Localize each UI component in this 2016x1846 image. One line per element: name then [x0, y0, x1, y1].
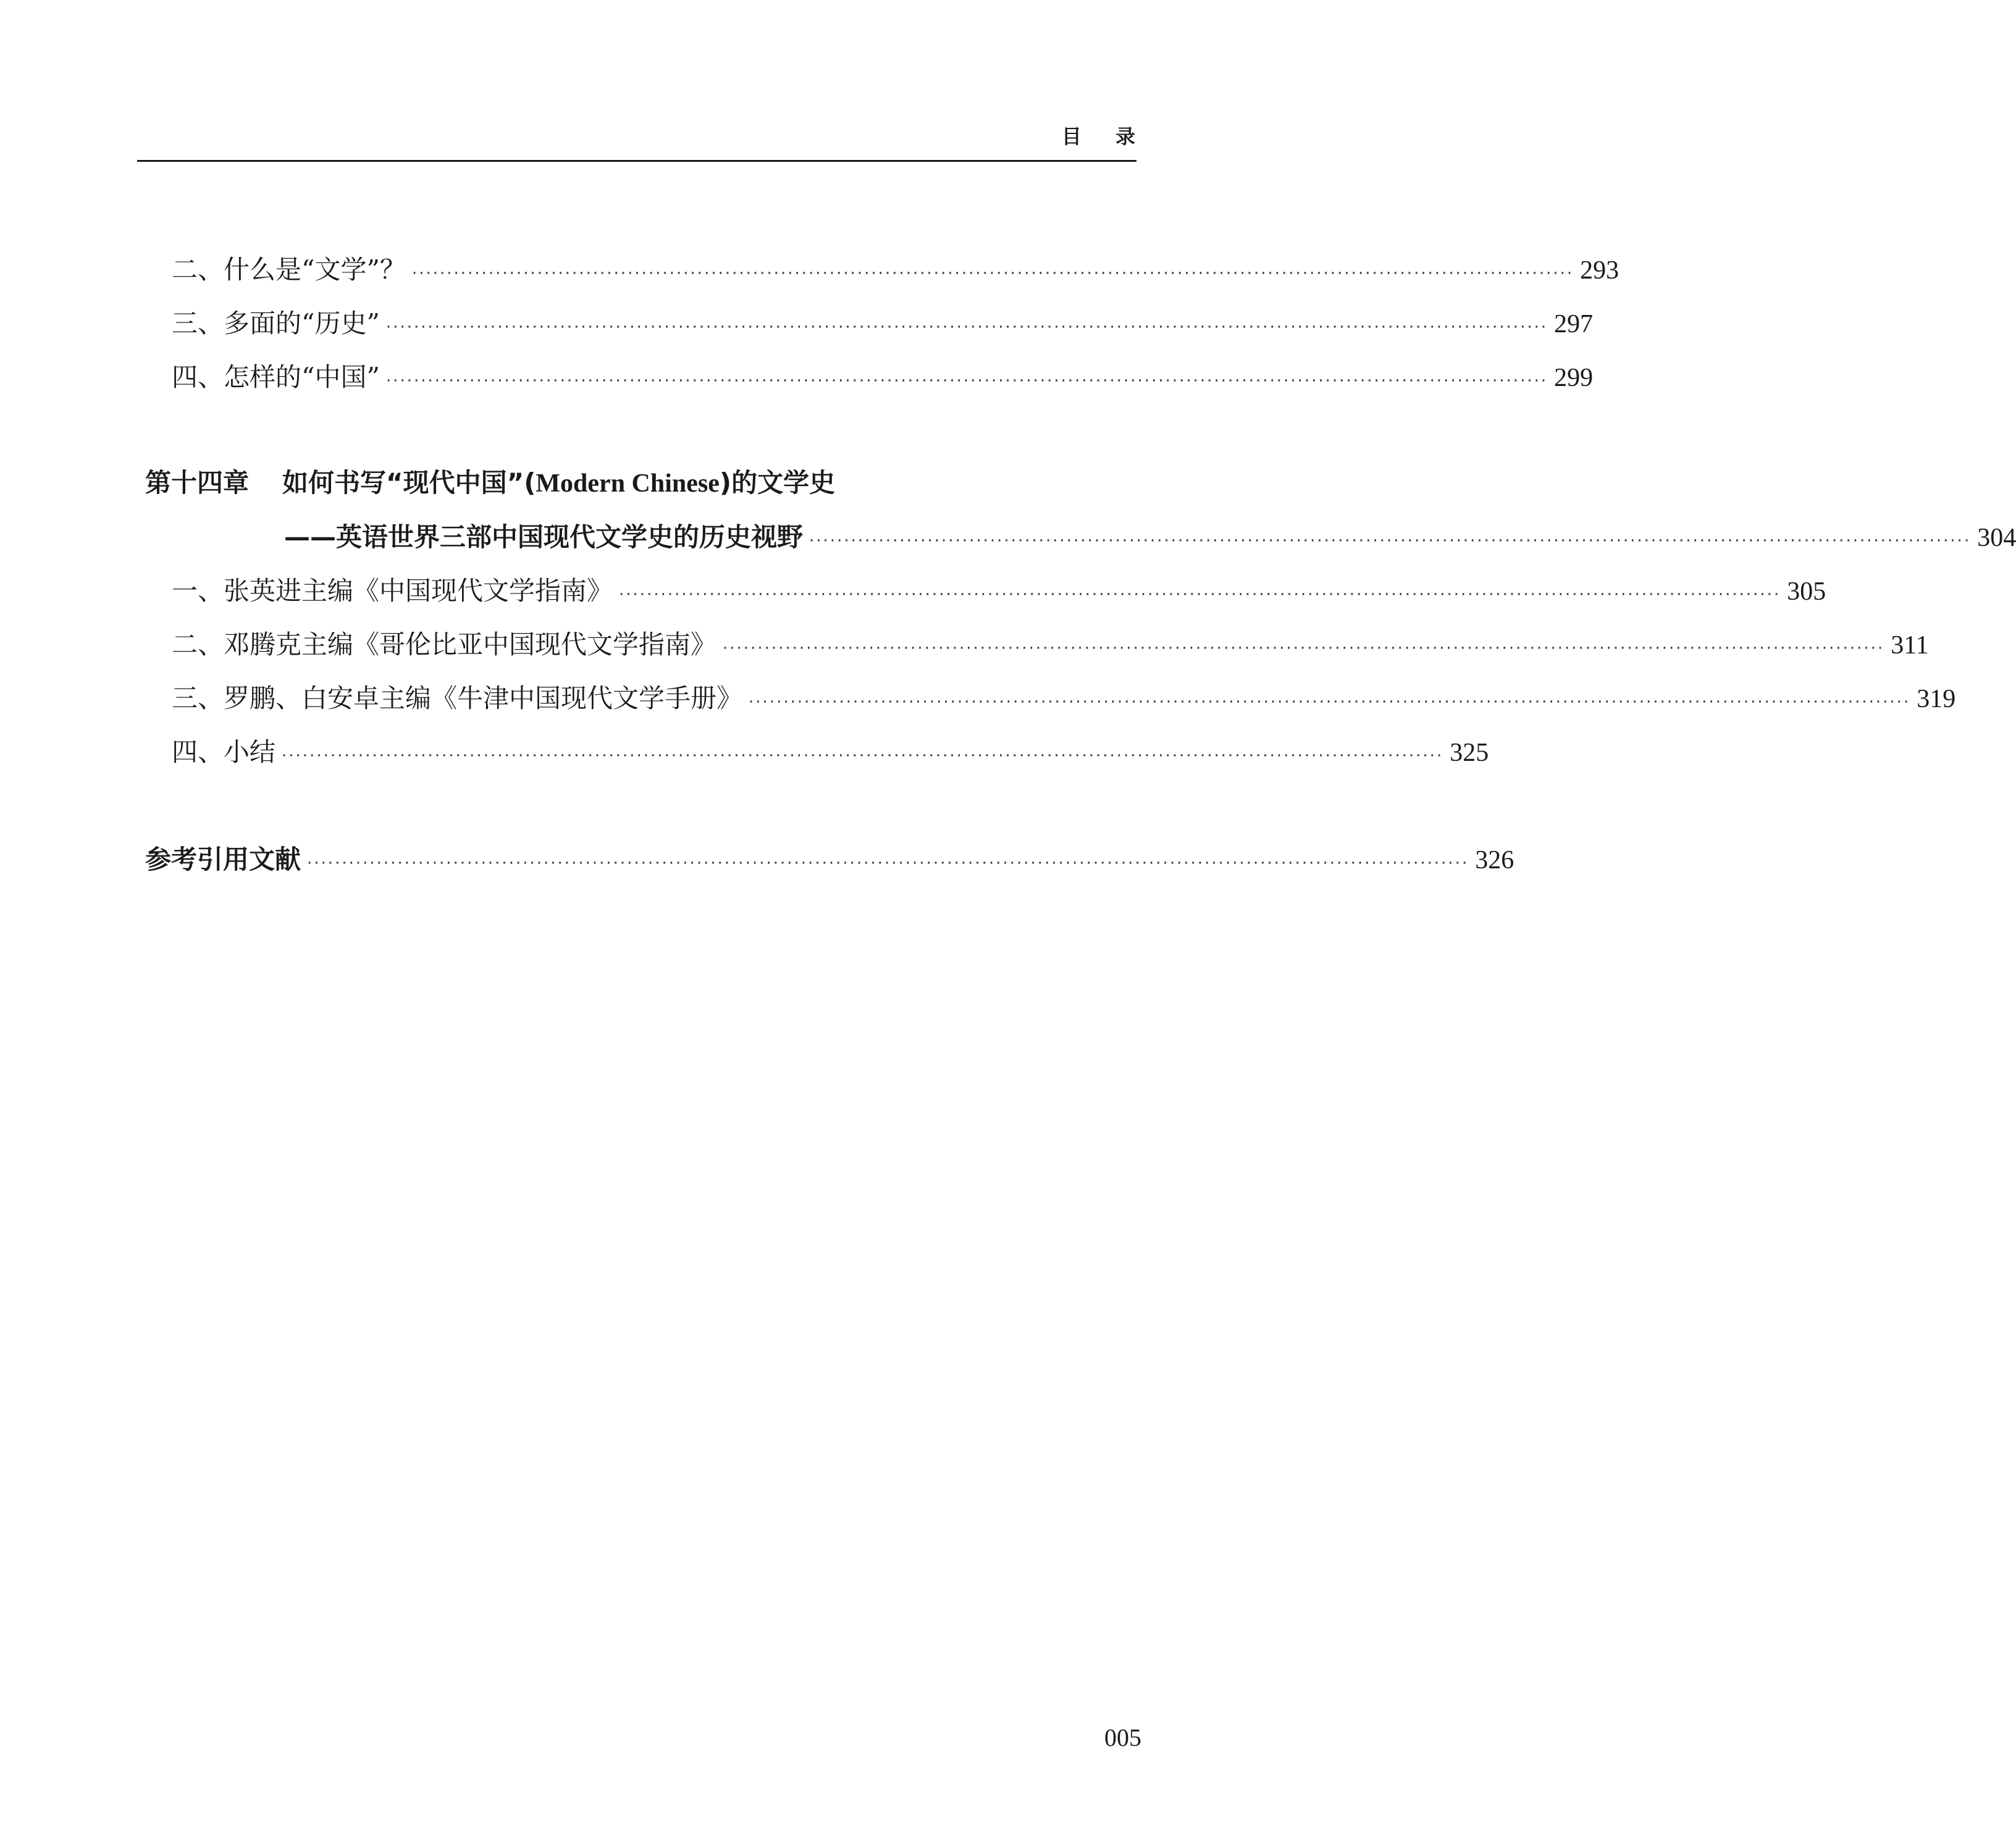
page-number: 005 — [1104, 1724, 1141, 1752]
dot-leader: ······································································································································································· — [723, 639, 1885, 658]
toc-entry-page: 299 — [1554, 364, 1594, 392]
dot-leader: ······································································································································································· — [411, 264, 1574, 283]
toc-entry[interactable] — [172, 734, 1489, 771]
references-label: 参考引用文献 — [145, 844, 301, 875]
toc-entry-label: 二、什么是“文学”？ — [172, 254, 406, 285]
toc-entry-page: 304 — [1977, 524, 2016, 552]
dot-leader: ······································································································································································· — [619, 585, 1781, 604]
toc-entry[interactable] — [172, 359, 1594, 396]
dot-leader: ······································································································································································· — [307, 854, 1469, 873]
chapter-subtitle-entry[interactable] — [284, 519, 2016, 556]
toc-entry[interactable] — [172, 626, 1929, 663]
toc-entry-page: 326 — [1475, 846, 1514, 875]
dot-leader: ······································································································································································· — [809, 532, 1972, 550]
dot-leader: ······································································································································································· — [385, 372, 1548, 390]
toc-entry-page: 305 — [1787, 577, 1826, 606]
toc-entry-label: 三、多面的“历史” — [172, 308, 380, 338]
toc-entry[interactable] — [172, 573, 1826, 610]
toc-entry-label: 二、邓腾克主编《哥伦比亚中国现代文学指南》 — [172, 629, 717, 660]
toc-entry-label: 四、怎样的“中国” — [172, 362, 380, 392]
running-head: 目 录 — [1061, 125, 1149, 148]
toc-entry[interactable] — [172, 680, 1956, 717]
dot-leader: ······································································································································································· — [749, 693, 1911, 711]
chapter-title-english: Modern Chinese — [536, 469, 720, 498]
chapter-title-post: )的文学史 — [719, 468, 836, 498]
chapter-title-pre: 如何书写“现代中国”( — [282, 468, 536, 498]
header-rule — [137, 160, 1136, 162]
chapter-subtitle: ——英语世界三部中国现代文学史的历史视野 — [284, 522, 804, 552]
toc-entry-page: 297 — [1554, 310, 1594, 338]
toc-entry-page: 293 — [1580, 256, 1619, 285]
toc-entry-references[interactable] — [145, 841, 1514, 878]
dot-leader: ······································································································································································· — [385, 318, 1548, 337]
toc-entry-label: 四、小结 — [172, 737, 276, 767]
chapter-number: 第十四章 — [145, 468, 250, 498]
toc-entry[interactable] — [172, 251, 1619, 288]
toc-entry-label: 三、罗鹏、白安卓主编《牛津中国现代文学手册》 — [172, 683, 743, 713]
chapter-heading[interactable] — [145, 464, 835, 501]
toc-entry-page: 319 — [1917, 685, 1956, 713]
toc-entry-page: 311 — [1891, 631, 1929, 660]
toc-entry-page: 325 — [1450, 739, 1489, 767]
toc-entry[interactable] — [172, 305, 1594, 342]
dot-leader: ······································································································································································· — [282, 747, 1444, 765]
toc-entry-label: 一、张英进主编《中国现代文学指南》 — [172, 576, 613, 606]
